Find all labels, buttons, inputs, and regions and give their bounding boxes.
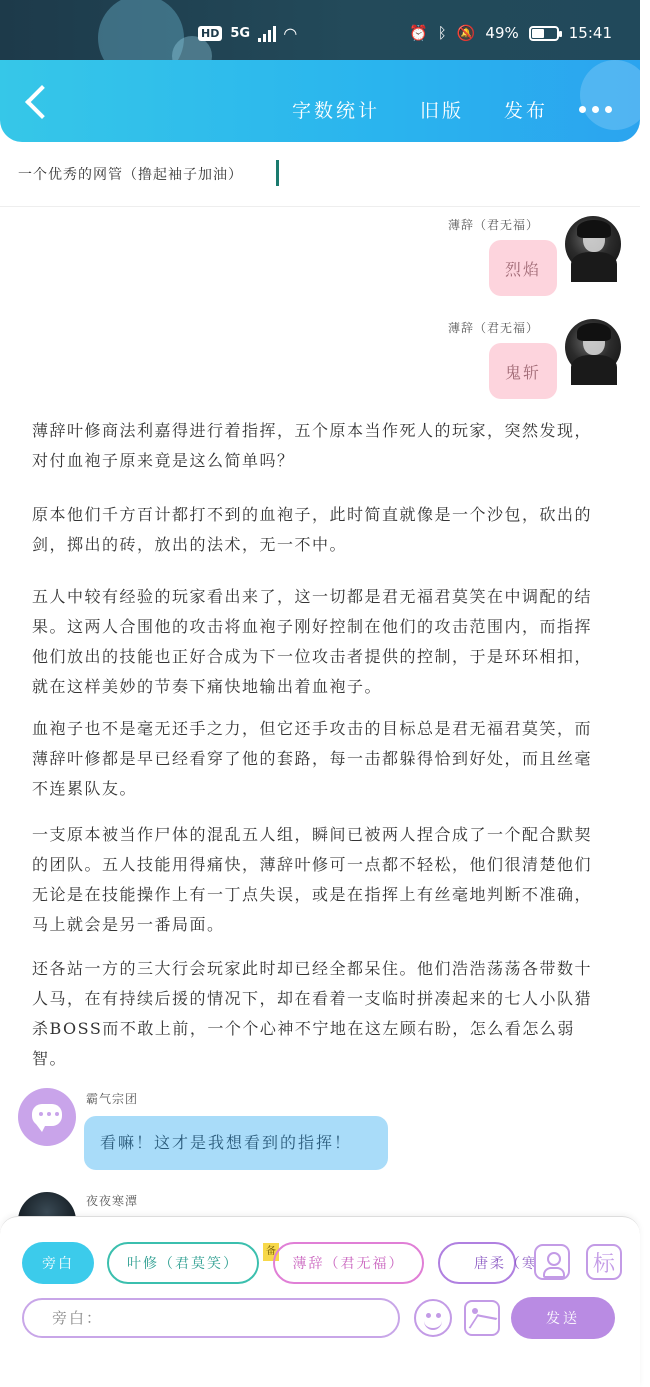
role-chip-ye-xiu[interactable]: 叶修（君莫笑） (107, 1242, 259, 1284)
message-sender: 薄辞（君无福） (448, 218, 540, 232)
status-bar (0, 0, 640, 60)
status-right (409, 24, 612, 42)
network-label: 5G (230, 26, 251, 41)
header-menu (292, 96, 548, 123)
clock: 15:41 (568, 24, 612, 42)
narration-paragraph[interactable]: 还各站一方的三大行会玩家此时却已经全都呆住。他们浩浩荡荡各带数十人马，在有持续后援的情况下，却在看着一支临时拼凑起来的七人小队猎杀BOSS而不敢上前，一个个心神不宁地在这左顾右盼，怎么看怎么弱智。 (32, 959, 593, 1068)
message-sender: 夜夜寒潭 (86, 1194, 139, 1208)
back-icon[interactable] (22, 84, 54, 122)
battery-percent: 49% (485, 24, 519, 42)
send-button[interactable]: 发送 (511, 1297, 615, 1339)
message-bubble[interactable]: 看嘛！这才是我想看到的指挥！ (84, 1116, 388, 1170)
narration-paragraph[interactable]: 血袍子也不是毫无还手之力，但它还手攻击的目标总是君无福君莫笑，而薄辞叶修都是早已经看穿了他的套路，每一击都躲得恰到好处，而且丝毫不连累队友。 (32, 719, 593, 798)
note-icon[interactable]: 备 (263, 1243, 279, 1261)
text-cursor (276, 160, 279, 186)
avatar[interactable] (565, 216, 621, 272)
message-input[interactable]: 旁白： (22, 1298, 400, 1338)
document-title[interactable]: 一个优秀的网管（撸起袖子加油） (18, 167, 243, 183)
narration-paragraph[interactable]: 一支原本被当作尸体的混乱五人组，瞬间已被两人捏合成了一个配合默契的团队。五人技能用得痛快，薄辞叶修可一点都不轻松，他们很清楚他们无论是在技能操作上有一丁点失误，或是在指挥上有丝毫地判断不准确，马上就会是另一番局面。 (32, 825, 593, 934)
avatar[interactable] (565, 319, 621, 375)
role-chip-narration[interactable]: 旁白 (22, 1242, 94, 1284)
avatar[interactable] (18, 1088, 76, 1146)
wifi-icon: ◠ (284, 24, 297, 43)
narration-paragraph[interactable]: 五人中较有经验的玩家看出来了，这一切都是君无福君莫笑在中调配的结果。这两人合围他的攻击将血袍子刚好控制在他们的攻击范围内，而指挥他们放出的技能也正好合成为下一位攻击者提供的控制，于是环环相扣，就在这样美妙的节奏下痛快地输出着血袍子。 (32, 587, 593, 696)
tag-icon[interactable]: 标 (586, 1244, 622, 1280)
signal-icon (258, 26, 276, 42)
emoji-icon[interactable] (414, 1299, 452, 1337)
battery-fill (532, 29, 544, 38)
narration-paragraph[interactable]: 原本他们千方百计都打不到的血袍子，此时简直就像是一个沙包，砍出的剑，掷出的砖，放出的法术，无一不中。 (32, 505, 593, 554)
message-sender: 薄辞（君无福） (448, 321, 540, 335)
battery-icon (529, 26, 559, 41)
hd-badge: HD (198, 26, 222, 41)
message-bubble[interactable]: 鬼斩 (489, 343, 557, 399)
role-chip-bo-ci[interactable]: 薄辞（君无福） (273, 1242, 424, 1284)
status-left (198, 24, 296, 43)
role-chip-tang-rou[interactable]: 唐柔（寒 (438, 1242, 516, 1284)
mute-icon: 🔕 (456, 24, 476, 42)
word-count-button[interactable]: 字数统计 (291, 100, 380, 122)
message-sender: 霸气宗团 (86, 1092, 139, 1106)
bluetooth-icon: ᛒ (437, 24, 447, 42)
alarm-icon: ⏰ (409, 24, 428, 42)
title-bar[interactable] (0, 142, 640, 207)
profile-icon[interactable] (534, 1244, 570, 1280)
message-bubble[interactable]: 烈焰 (489, 240, 557, 296)
decor-bubble (580, 60, 650, 130)
app-header (0, 60, 640, 142)
narration-paragraph[interactable]: 薄辞叶修商法利嘉得进行着指挥，五个原本当作死人的玩家，突然发现，对付血袍子原来竟是这么简单吗？ (32, 421, 593, 470)
publish-button[interactable]: 发布 (503, 100, 548, 122)
old-version-button[interactable]: 旧版 (419, 100, 464, 122)
image-icon[interactable] (464, 1300, 500, 1336)
more-icon[interactable] (579, 106, 612, 113)
